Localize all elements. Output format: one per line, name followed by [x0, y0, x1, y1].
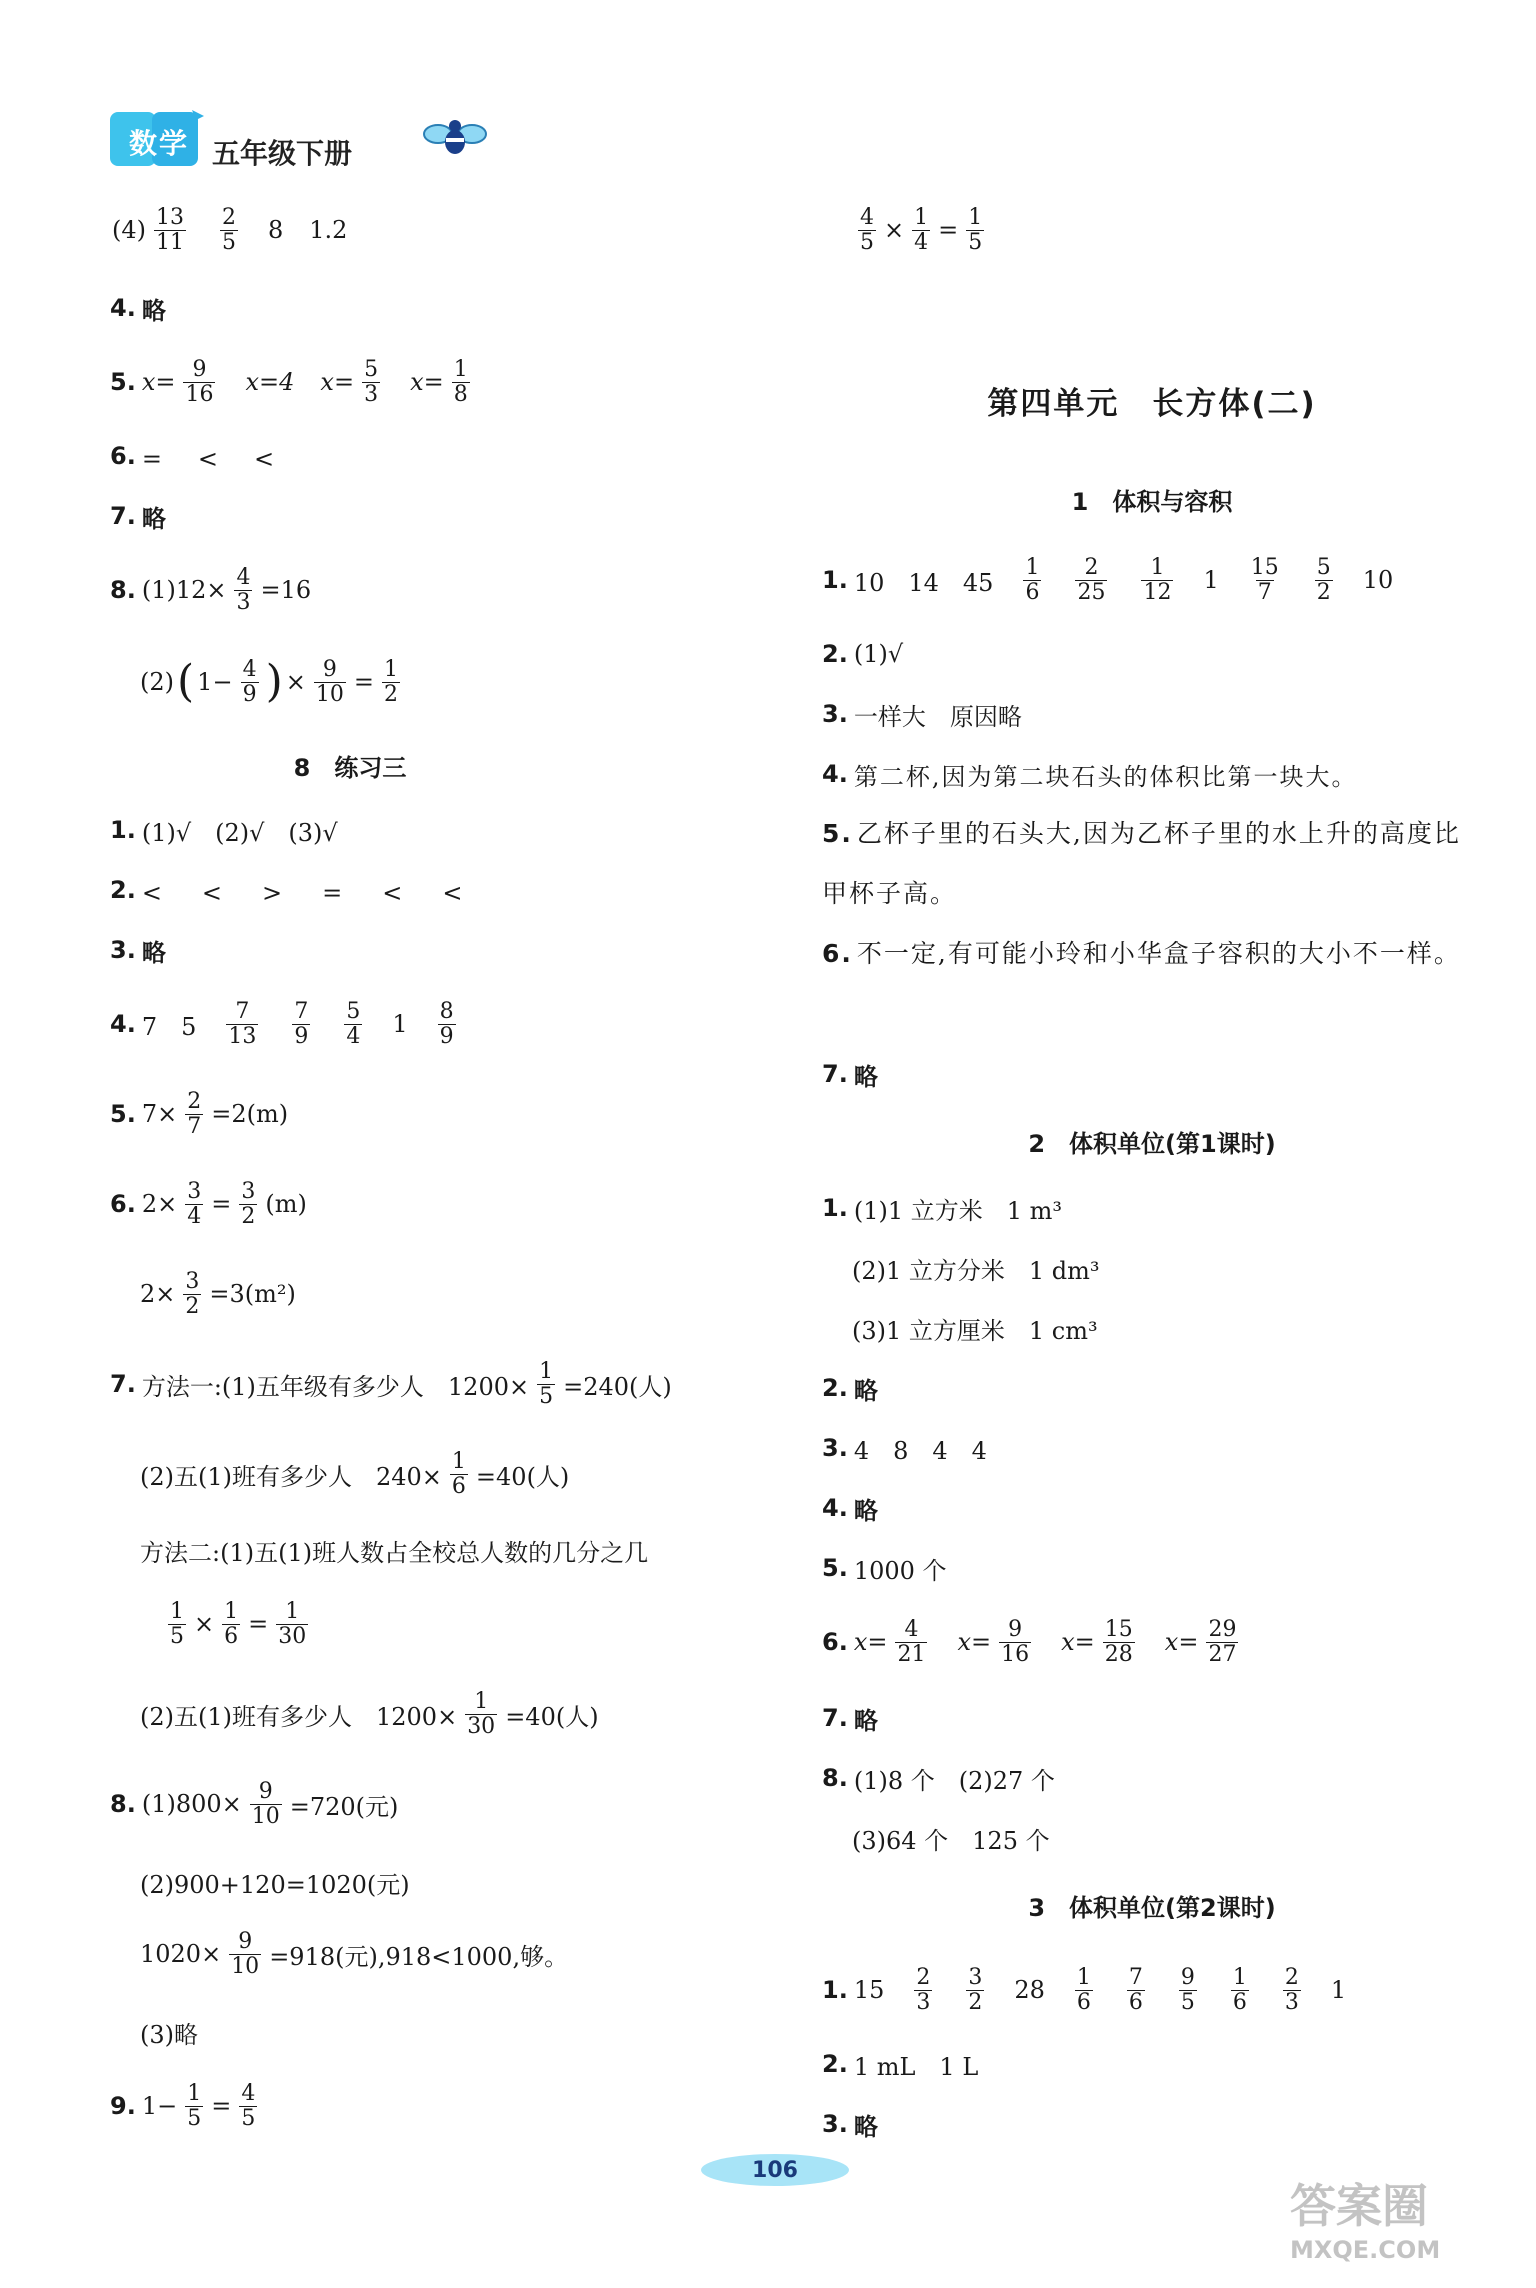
answer-line: $\frac{1}{5}$ × $\frac{1}{6}$ = $\frac{1}{30}$ [170, 1599, 307, 1649]
answer-paragraph: 6. 不一定,有可能小玲和小华盒子容积的大小不一样。 [822, 939, 1461, 968]
answer-line: 4. 7 5 $\frac{7}{13}$ $\frac{7}{9}$ $\frac{5}{4}$ 1 $\frac{8}{9}$ [110, 999, 454, 1049]
answer-line: (2)五(1)班有多少人 1200× $\frac{1}{30}$ =40(人) [140, 1689, 599, 1739]
answer-line: 7. 略 [110, 502, 166, 533]
fraction: $\frac{2}{5}$ [222, 205, 236, 255]
answer-line: 3. 略 [822, 2110, 878, 2141]
answer-line: 7. 略 [822, 1704, 878, 1735]
fraction: $\frac{13}{11}$ [156, 205, 184, 255]
section-title: 8 练习三 [293, 754, 407, 782]
answer-line: (4) $\frac{13}{11}$ $\frac{2}{5}$ 8 1.2 [112, 205, 348, 255]
answer-line: (2) ( 1− $\frac{4}{9}$ ) × $\frac{9}{10}$ = $\frac{1}{2}$ [140, 656, 398, 707]
answer-line: 1. (1)1 立方米 1 m³ [822, 1194, 1062, 1225]
answer-line: 3. 4 8 4 4 [822, 1434, 987, 1465]
answer-line: 4. 略 [110, 294, 166, 325]
answer-line: 2. < < > = < < [110, 876, 471, 907]
bee-icon [420, 112, 490, 162]
answer-line: 4. 第二杯,因为第二块石头的体积比第一块大。 [822, 760, 1358, 791]
page-number: 106 [700, 2150, 850, 2190]
answer-line: 1. 10 14 45 $\frac{1}{6}$ $\frac{2}{25}$ $\frac{1}{12}$ 1 $\frac{15}{7}$ $\frac{5}{2}$ 10 [822, 555, 1394, 605]
answer-line: (2)900+120=1020(元) [140, 1870, 410, 1899]
answer-line: 5. 7× $\frac{2}{7}$ =2(m) [110, 1089, 289, 1139]
answer-line: 9. 1− $\frac{1}{5}$ = $\frac{4}{5}$ [110, 2081, 256, 2131]
answer-line: 4. 略 [822, 1494, 878, 1525]
answer-line: (3)1 立方厘米 1 cm³ [852, 1316, 1098, 1345]
answer-line: 1020× $\frac{9}{10}$ =918(元),918<1000,够。 [140, 1929, 569, 1979]
answer-line: 1. 15 $\frac{2}{3}$ $\frac{3}{2}$ 28 $\frac{1}{6}$ $\frac{7}{6}$ $\frac{9}{5}$ $\frac{1}{6}$ $\frac{2}{3}$ 1 [822, 1965, 1347, 2015]
answer-line: 5. x= $\frac{9}{16}$ x=4 x= $\frac{5}{3}$ x= $\frac{1}{8}$ [110, 357, 468, 407]
logo-text: 数学 [128, 127, 189, 160]
answer-line: 8. (1)800× $\frac{9}{10}$ =720(元) [110, 1779, 399, 1829]
answer-line: 2× $\frac{3}{2}$ =3(m²) [140, 1269, 296, 1319]
unit-title: 第四单元 长方体(二) [987, 386, 1317, 422]
section-title: 2 体积单位(第1课时) [1028, 1130, 1276, 1158]
answer-line: 方法二:(1)五(1)班人数占全校总人数的几分之几 [140, 1538, 649, 1567]
answer-line: 2. 1 mL 1 L [822, 2050, 979, 2081]
answer-line: 6. = < < [110, 442, 281, 473]
section-title: 1 体积与容积 [1071, 488, 1233, 516]
book-header [108, 108, 508, 172]
answer-line: 6. 2× $\frac{3}{4}$ = $\frac{3}{2}$ (m) [110, 1179, 307, 1229]
answer-line: 2. 略 [822, 1374, 878, 1405]
answer-line: (2)1 立方分米 1 dm³ [852, 1256, 1100, 1285]
answer-line: (3)略 [140, 2020, 198, 2049]
answer-line: 8. (1)12× $\frac{4}{3}$ =16 [110, 565, 312, 615]
answer-line: 1. (1)√ (2)√ (3)√ [110, 816, 338, 847]
answer-line: 5. 1000 个 [822, 1554, 947, 1585]
answer-paragraph: 5. 乙杯子里的石头大,因为乙杯子里的水上升的高度比甲杯子高。 [822, 819, 1461, 908]
answer-line: 6. x= $\frac{4}{21}$ x= $\frac{9}{16}$ x= $\frac{15}{28}$ x= $\frac{29}{27}$ [822, 1617, 1237, 1667]
section-title: 3 体积单位(第2课时) [1028, 1894, 1276, 1922]
answer-line: 7. 略 [822, 1060, 878, 1091]
answer-line: 7. 方法一:(1)五年级有多少人 1200× $\frac{1}{5}$ =240(人) [110, 1359, 672, 1409]
watermark: 答案圈 MXQE.COM [1290, 2179, 1441, 2264]
answer-line: 2. (1)√ [822, 640, 904, 668]
answer-line: $\frac{4}{5}$ × $\frac{1}{4}$ = $\frac{1}{5}$ [860, 205, 983, 255]
answer-line: 3. 一样大 原因略 [822, 700, 1022, 731]
answer-line: 3. 略 [110, 936, 166, 967]
answer-line: 8. (1)8 个 (2)27 个 [822, 1764, 1055, 1795]
answer-line: (2)五(1)班有多少人 240× $\frac{1}{6}$ =40(人) [140, 1449, 570, 1499]
grade-label: 五年级下册 [212, 137, 353, 170]
answer-line: (3)64 个 125 个 [852, 1826, 1050, 1855]
